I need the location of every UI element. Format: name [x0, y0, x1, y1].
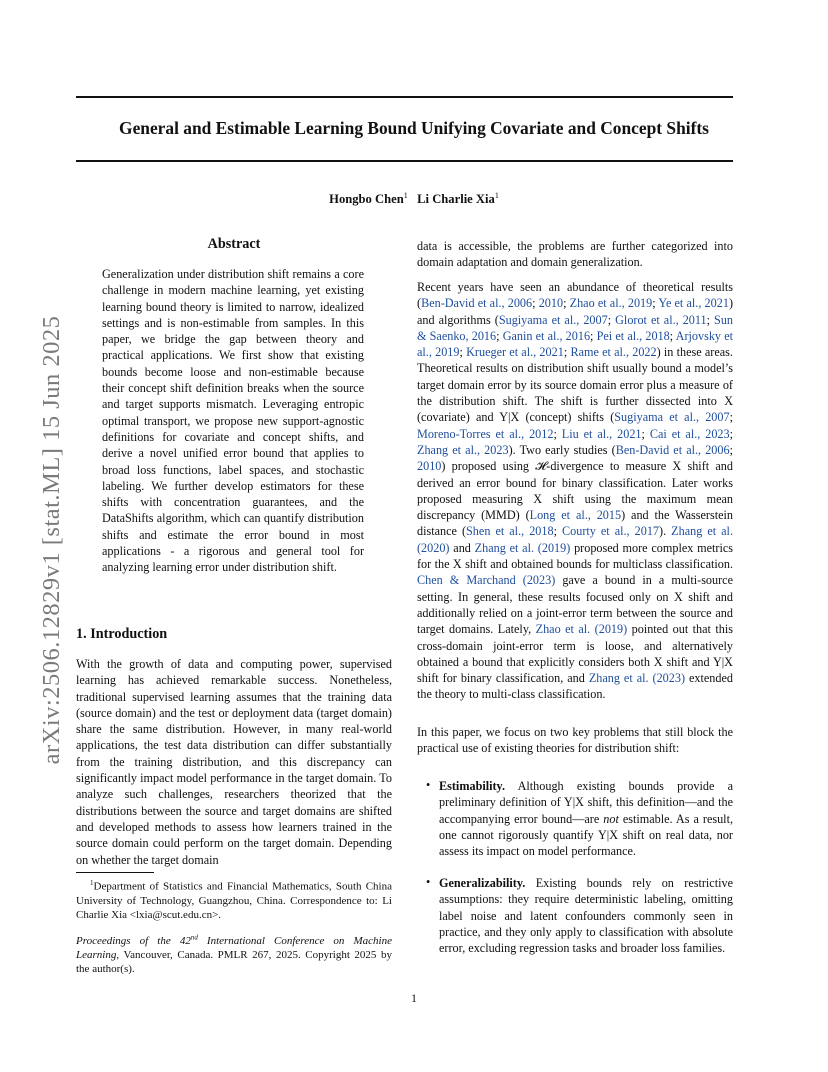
paragraph-run: ;: [729, 426, 733, 441]
paragraph-run: ;: [641, 426, 650, 441]
paragraph-run: ) in these areas. Theoretical results on distribution shift usually bound a model’s target domain error by its source domain error plus a measure of the distribution shift. The shift is further dissected into X (covariate) and Y|X (concept) shifts (: [417, 345, 733, 425]
title-bottom-rule: [76, 160, 733, 162]
paragraph-run: ;: [652, 296, 659, 311]
citation-link[interactable]: Glorot et al., 2011: [615, 312, 707, 327]
paragraph-text: In this paper, we focus on two key problems that still block the practical use of existing theories for distribution shift:: [417, 725, 733, 756]
top-rule: [76, 96, 733, 98]
paragraph-run: extended the theory to multi-class classification.: [417, 671, 733, 702]
paragraph-run: ;: [496, 328, 503, 343]
citation-link[interactable]: Ben-David et al., 2006: [421, 296, 533, 311]
paragraph-run: ;: [553, 426, 562, 441]
paragraph-run: ) and algorithms (: [417, 296, 733, 327]
citation-link[interactable]: Arjovsky et al., 2019: [417, 328, 733, 360]
citation-link[interactable]: Rame et al., 2022: [570, 345, 657, 360]
proceedings-ordinal-suffix: nd: [190, 933, 198, 941]
proceedings-note: [76, 930, 392, 976]
citation-link[interactable]: Ye et al., 2021: [658, 296, 729, 311]
abstract-body: [102, 266, 364, 576]
citation-link[interactable]: Zhao et al., 2019: [569, 296, 653, 311]
proceedings-details: , Vancouver, Canada. PMLR 267, 2025. Copyright 2025 by the author(s).: [76, 948, 392, 976]
paragraph-run: Recent years have seen an abundance of theoretical results (: [417, 280, 733, 311]
paragraph-run: ;: [459, 345, 467, 360]
bullet-marker: •: [426, 875, 431, 889]
paragraph-run: ). Two early studies (: [508, 442, 616, 457]
bullet-text-end: estimable. As a result, one cannot rigorously quantify Y|X shift on real data, nor assess its impact on model performance.: [439, 811, 734, 859]
paragraph-run: ;: [563, 345, 571, 360]
citation-link[interactable]: Sugiyama et al., 2007: [498, 312, 608, 327]
citation-link[interactable]: Long et al., 2015: [529, 508, 622, 523]
bullet-label: Generalizability.: [439, 876, 526, 890]
proceedings-ordinal: 42: [179, 934, 191, 947]
paragraph-run: ;: [563, 296, 570, 311]
footnote-text: Department of Statistics and Financial Mathematics, South China University of Technology, Guangzhou, China. Correspondence to: Li Charlie Xia <lxia@scut.edu.cn>.: [76, 880, 392, 922]
paragraph-text: With the growth of data and computing power, supervised learning has achieved remarkable success. Nonetheless, traditional supervised learning assumes that the training data (source domain) and the test or deployment data (target domain) share the same distribution. However, in many real-world applications, the test data distribution can differ substantially from the training distribution, and this discrepancy can significantly impact model performance in the target domain. To analyze such challenges, researchers theorized that the distributions between the source and target domains are shifted and developed methods to assess how learners trained in the source domain could perform on the target domain. Depending on whether the target domain: [76, 657, 392, 867]
citation-link[interactable]: Chen & Marchand (2023): [417, 573, 556, 588]
footnote-mark: 1: [90, 879, 94, 887]
paragraph-run: gave a bound in a multi-source setting. In general, these results focused only on X shift and additionally relied on a joint-error term between the source and target domains. Lately,: [417, 573, 733, 637]
citation-link[interactable]: Zhang et al., 2023: [417, 442, 509, 457]
paragraph-run: and: [449, 540, 475, 555]
section-heading-introduction: 1. Introduction: [76, 626, 168, 642]
citation-link[interactable]: Krueger et al., 2021: [466, 345, 564, 360]
bullet-text: Existing bounds rely on restrictive assumptions: they require deterministic labeling, omitting label noise and latent confounders commonly seen in practice, and they only apply to classification with absolute error, excluding regression tasks and broader loss families.: [439, 876, 733, 956]
paragraph-run: ;: [729, 442, 733, 457]
citation-link[interactable]: Zhang et al. (2020): [417, 524, 733, 555]
paragraph-run: pointed out that this cross-domain joint-error term is loose, and alternatively obtained a bound that explicitly considers both X shift and Y|X shift for binary classification, and: [417, 622, 734, 686]
paragraph-run: proposed more complex metrics for the X shift and obtained bounds for multiclass classification.: [417, 540, 733, 572]
citation-link[interactable]: Liu et al., 2021: [561, 426, 642, 441]
citation-link[interactable]: Ben-David et al., 2006: [615, 442, 730, 457]
intro-paragraph-3: [417, 724, 733, 757]
citation-link[interactable]: Sun & Saenko, 2016: [417, 312, 734, 343]
proceedings-prefix: Proceedings of the: [76, 934, 180, 947]
abstract-text: Generalization under distribution shift remains a core challenge in modern machine learning, yet existing learning bound theory is limited to narrow, idealized settings and is non-estimable from samples. In this paper, we bridge the gap between theory and practical applications. We first show that existing bounds become loose and non-estimable because their concept shift definition breaks when the source and target supports mismatch. Leveraging entropic optimal transport, we propose new support-agnostic definitions for covariate and concept shifts, and derive a novel unified error bound that applies to broad loss functions, label spaces, and stochastic labeling. We further develop estimators for these shifts with concentration guarantees, and the DataShifts algorithm, which can quantify distribution shifts and estimate the error bound in most applications - a rigorous and general tool for analyzing learning error under distribution shift.: [102, 267, 364, 575]
paper-title: General and Estimable Learning Bound Unifying Covariate and Concept Shifts: [119, 118, 709, 138]
proceedings-conference: International Conference on Machine Learning: [76, 934, 392, 961]
intro-paragraph-1-continued: [417, 238, 733, 271]
paragraph-run: ;: [532, 296, 539, 311]
affiliation-footnote: [76, 876, 392, 922]
paragraph-run: ;: [669, 328, 676, 343]
paragraph-run: ;: [729, 410, 733, 425]
paragraph-run: ;: [553, 524, 562, 539]
paragraph-text: [417, 279, 733, 703]
paragraph-run: ;: [706, 312, 715, 327]
citation-link[interactable]: Pei et al., 2018: [596, 328, 670, 343]
citation-link[interactable]: 2010: [417, 459, 442, 474]
bullet-label: Estimability.: [439, 779, 506, 793]
page-number: 1: [411, 991, 417, 1005]
citation-link[interactable]: Moreno-Torres et al., 2012: [417, 426, 554, 441]
citation-link[interactable]: Courty et al., 2017: [562, 524, 660, 539]
citation-link[interactable]: Zhang et al. (2019): [474, 540, 571, 555]
paragraph-run: ) proposed using 𝓗-divergence to measure X shift and derived an error bound for binary classification. Later works proposed measuring X shift using the maximum mean discrepancy (MMD) (: [417, 459, 733, 523]
citation-link[interactable]: Cai et al., 2023: [649, 426, 730, 441]
author-list: [0, 191, 828, 207]
bullet-item-generalizability: [426, 875, 733, 956]
bullet-emphasis: not: [603, 811, 619, 826]
affiliation-mark: 1: [494, 191, 499, 200]
citation-link[interactable]: Sugiyama et al., 2007: [614, 410, 730, 425]
bullet-text: Although existing bounds provide a preliminary definition of Y|X shift, this definition—and the accompanying error bound—are: [439, 779, 733, 826]
intro-paragraph-1: [76, 656, 392, 868]
paragraph-run: ;: [590, 328, 597, 343]
paragraph-run: ;: [607, 312, 616, 327]
citation-link[interactable]: Shen et al., 2018: [466, 524, 554, 539]
author-name: Hongbo Chen: [329, 192, 404, 207]
citation-link[interactable]: Ganin et al., 2016: [502, 328, 591, 343]
paragraph-text: data is accessible, the problems are further categorized into domain adaptation and domain generalization.: [417, 239, 733, 270]
affiliation-mark: 1: [403, 191, 408, 200]
citation-link[interactable]: Zhao et al. (2019): [535, 622, 628, 637]
citation-link[interactable]: Zhang et al. (2023): [588, 671, 686, 686]
arxiv-identifier-stamp: arXiv:2506.12829v1 [stat.ML] 15 Jun 2025: [38, 315, 65, 765]
abstract-heading: Abstract: [207, 236, 261, 252]
footnote-rule: [76, 872, 154, 873]
bullet-item-estimability: [426, 778, 733, 859]
paragraph-run: ).: [659, 524, 672, 539]
author-name: Li Charlie Xia: [417, 192, 495, 207]
paragraph-run: ) and the Wasserstein distance (: [417, 508, 733, 539]
bullet-marker: •: [426, 778, 431, 792]
citation-link[interactable]: 2010: [538, 296, 564, 311]
intro-paragraph-2: [417, 279, 733, 703]
